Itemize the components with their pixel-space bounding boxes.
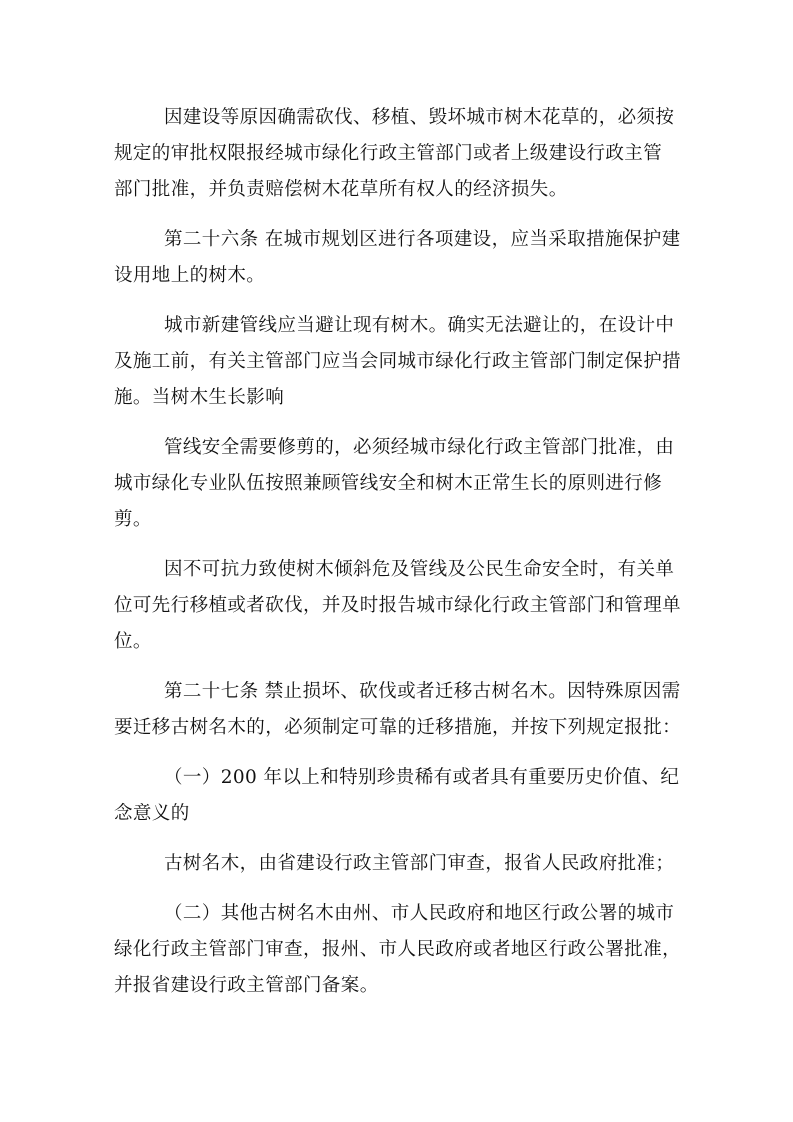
- text-line: 因建设等原因确需砍伐、移植、毁坏城市树木花草的，必须按: [164, 107, 675, 128]
- text-line: 设用地上的树木。: [114, 265, 266, 286]
- text-line: （二）其他古树名木由州、市人民政府和地区行政公署的城市: [164, 903, 675, 924]
- text-line: 规定的审批权限报经城市绿化行政主管部门或者上级建设行政主管: [114, 143, 663, 164]
- text-line: （一）200 年以上和特别珍贵稀有或者具有重要历史价值、纪: [164, 767, 680, 788]
- paragraph: [114, 100, 684, 208]
- paragraph: [114, 222, 684, 294]
- paragraph: [114, 430, 684, 538]
- paragraph: [114, 846, 684, 882]
- paragraph: [114, 760, 684, 832]
- paragraph: [114, 674, 684, 746]
- text-line: 古树名木，由省建设行政主管部门审查，报省人民政府批准；: [164, 853, 675, 874]
- text-line: 城市绿化专业队伍按照兼顾管线安全和树木正常生长的原则进行修: [114, 473, 663, 494]
- text-line: 城市新建管线应当避让现有树木。确实无法避让的，在设计中: [164, 315, 675, 336]
- text-line: 绿化行政主管部门审查，报州、市人民政府或者地区行政公署批准，: [114, 939, 682, 960]
- text-line: 部门批准，并负责赔偿树木花草所有权人的经济损失。: [114, 179, 568, 200]
- text-line: 施。当树木生长影响: [114, 387, 285, 408]
- text-line: 位可先行移植或者砍伐，并及时报告城市绿化行政主管部门和管理单: [114, 595, 682, 616]
- text-line: 第二十六条 在城市规划区进行各项建设，应当采取措施保护建: [164, 229, 681, 250]
- text-line: 因不可抗力致使树木倾斜危及管线及公民生命安全时，有关单: [164, 559, 675, 580]
- paragraph: [114, 308, 684, 416]
- text-line: 念意义的: [114, 803, 190, 824]
- text-line: 要迁移古树名木的，必须制定可靠的迁移措施，并按下列规定报批：: [114, 717, 682, 738]
- text-line: 管线安全需要修剪的，必须经城市绿化行政主管部门批准，由: [164, 437, 675, 458]
- text-line: 及施工前，有关主管部门应当会同城市绿化行政主管部门制定保护措: [114, 351, 682, 372]
- text-line: 并报省建设行政主管部门备案。: [114, 975, 379, 996]
- text-line: 剪。: [114, 509, 152, 530]
- text-line: 第二十七条 禁止损坏、砍伐或者迁移古树名木。因特殊原因需: [164, 681, 681, 702]
- text-line: 位。: [114, 631, 152, 652]
- paragraph: [114, 552, 684, 660]
- document-body: [114, 100, 684, 1018]
- paragraph: [114, 896, 684, 1004]
